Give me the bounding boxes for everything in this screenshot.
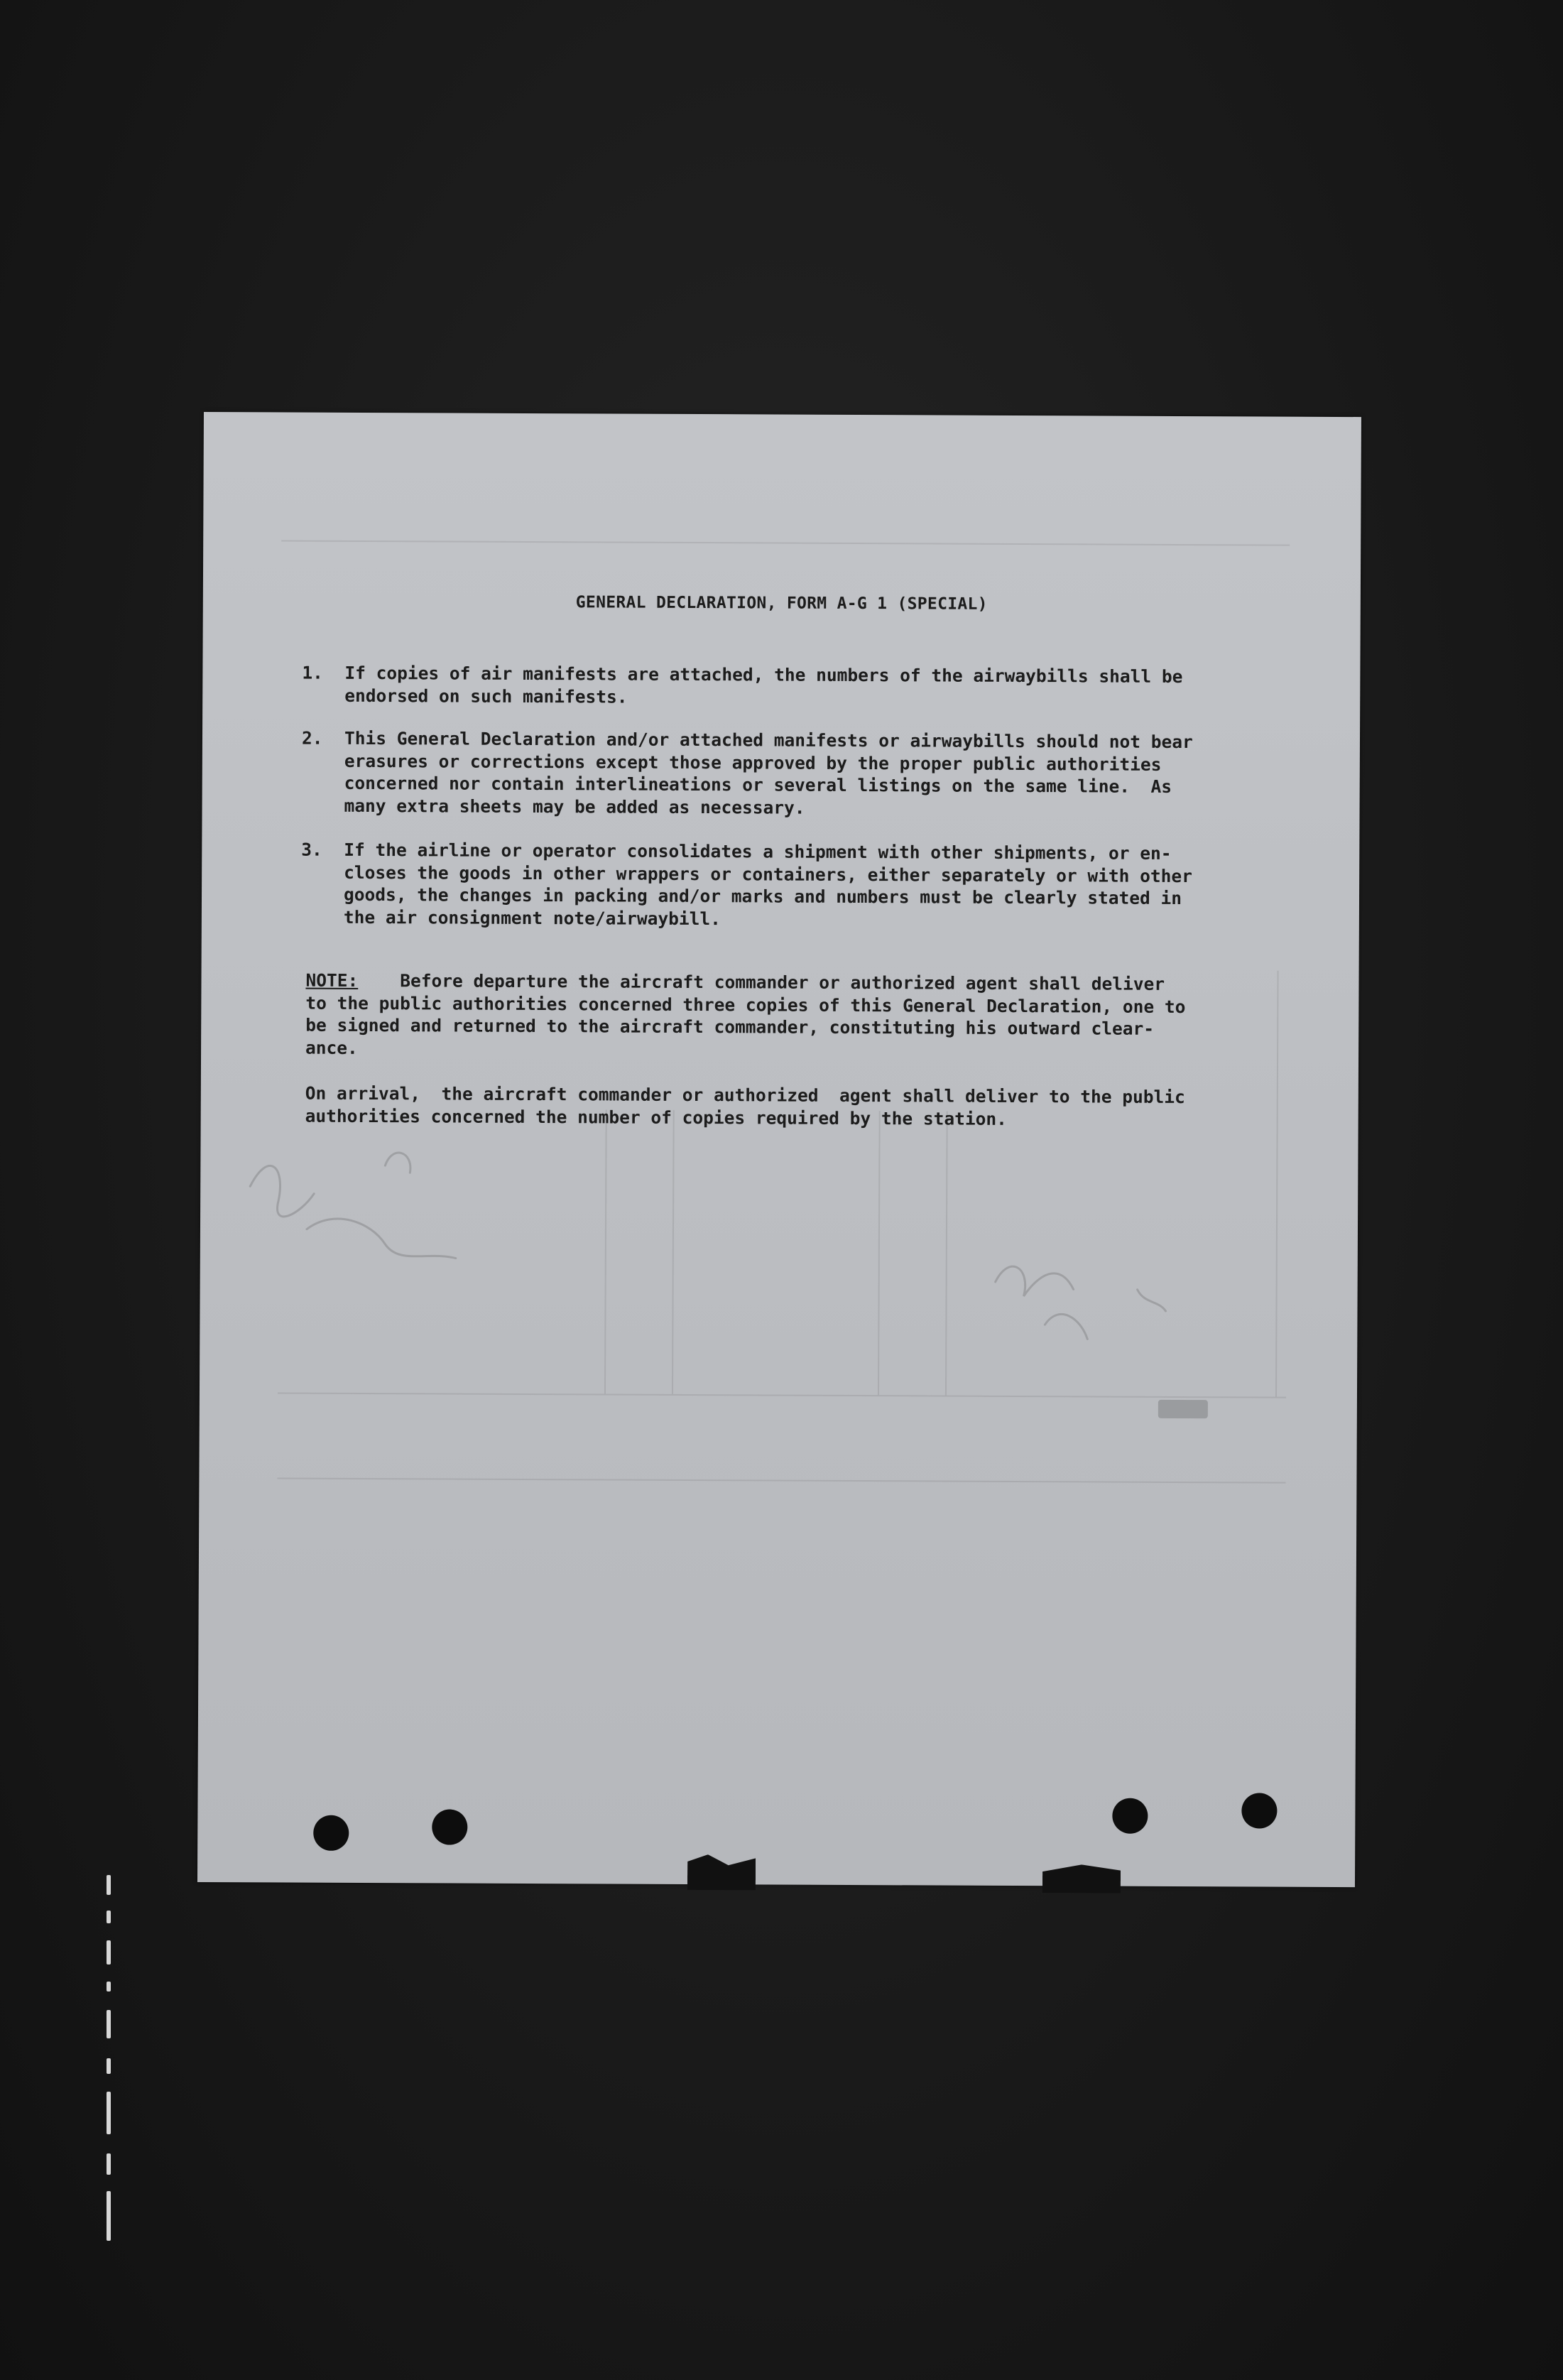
item-line: goods, the changes in packing and/or marks and numbers must be clearly stated in [343,884,1182,909]
punch-hole [1112,1798,1148,1834]
item-line: This General Declaration and/or attached manifests or airwaybills should not bear [344,727,1193,753]
item-text [344,839,1303,933]
note-line: ance. [305,1037,358,1058]
note-line: Before departure the aircraft commander or authorized agent shall deliver [358,969,1165,994]
instruction-item-3 [301,839,1302,929]
item-line: endorsed on such manifests. [344,685,628,707]
note-label: NOTE: [305,969,359,991]
punch-hole [313,1815,349,1851]
item-text [344,727,1304,821]
item-line: concerned nor contain interlineations or several listings on the same line. As [344,772,1172,797]
declaration-content [197,412,1361,1887]
document-title: GENERAL DECLARATION, FORM A-G 1 (SPECIAL) [575,593,988,614]
item-text [344,662,1303,711]
item-line: If the airline or operator consolidates a shipment with other shipments, or en- [344,839,1172,864]
punch-hole [432,1809,467,1844]
arrival-line: On arrival, the aircraft commander or authorized agent shall deliver to the public [305,1082,1185,1108]
item-line: If copies of air manifests are attached, the numbers of the airwaybills shall be [344,662,1183,688]
film-edge-marks [91,1875,134,2259]
note-line: to the public authorities concerned three copies of this General Declaration, one to [305,992,1186,1017]
punch-hole [1241,1793,1277,1828]
item-number: 3. [301,839,322,860]
instruction-item-2 [301,727,1303,818]
item-line: erasures or corrections except those approved by the proper public authorities [344,750,1162,775]
item-number: 2. [301,727,323,749]
document-sheet [197,412,1361,1887]
item-line: closes the goods in other wrappers or containers, either separately or with other [344,862,1193,886]
item-line: many extra sheets may be added as necessary. [344,795,805,818]
arrival-paragraph [305,1082,1314,1131]
item-number: 1. [302,662,323,683]
instruction-item-1 [302,662,1303,707]
arrival-line: authorities concerned the number of copies required by the station. [305,1105,1008,1129]
item-line: the air consignment note/airwaybill. [343,906,721,929]
note-paragraph [305,969,1314,1063]
note-line: be signed and returned to the aircraft commander, constituting his outward clear- [305,1014,1155,1039]
